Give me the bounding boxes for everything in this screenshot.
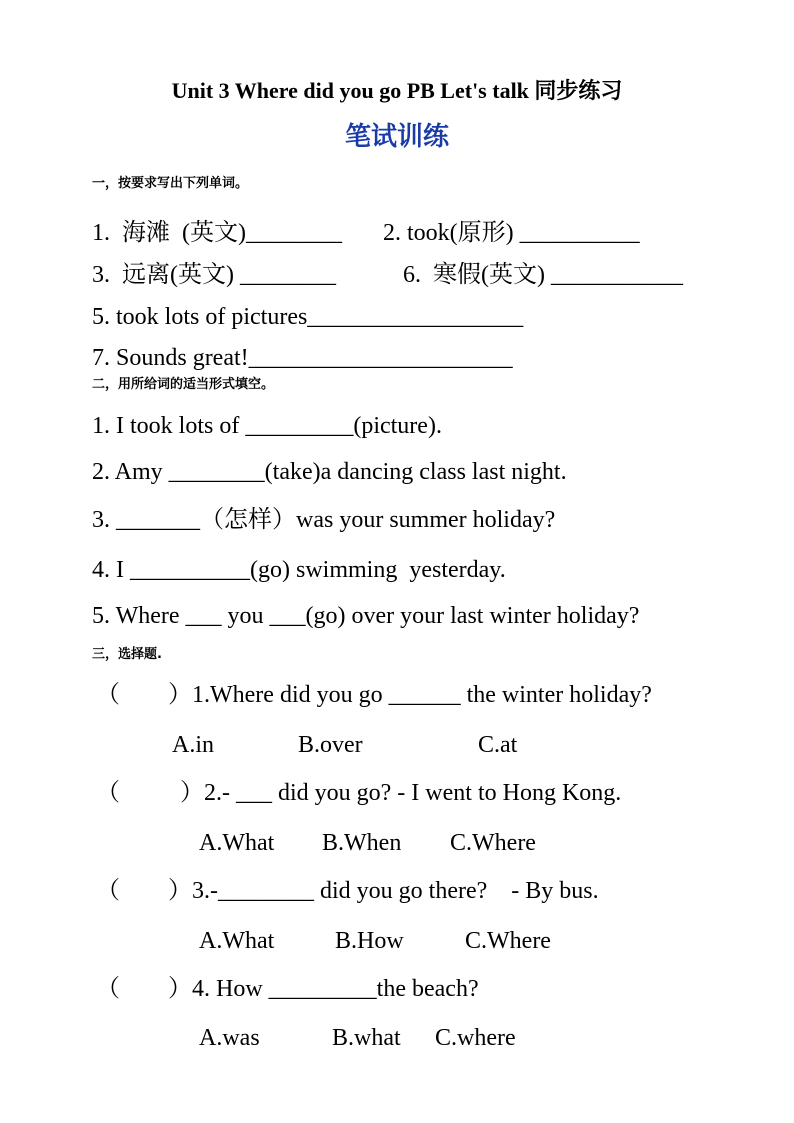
exercise-item: 2. Amy ________(take)a dancing class last night.: [92, 459, 567, 485]
exercise-item: 4. I __________(go) swimming yesterday.: [92, 557, 506, 583]
section-heading-3: 三，选择题.: [92, 647, 162, 662]
option-b: B.When: [322, 830, 402, 856]
section-heading-1: 一，按要求写出下列单词。: [92, 176, 249, 191]
exercise-item: 1. 海滩 (英文)________: [92, 220, 342, 246]
question-stem: （ ）1.Where did you go ______ the winter holiday?: [96, 682, 652, 708]
question-stem: （ ）4. How _________the beach?: [96, 976, 479, 1002]
question-stem: （ ）2.- ___ did you go? - I went to Hong Kong.: [96, 780, 622, 806]
option-b: B.over: [298, 732, 363, 758]
exercise-item: 3. 远离(英文) ________: [92, 262, 336, 288]
exercise-item: 7. Sounds great!______________________: [92, 345, 513, 371]
page-subtitle: 笔试训练: [344, 122, 449, 152]
section-heading-2: 二，用所给词的适当形式填空。: [92, 377, 275, 392]
option-b: B.How: [335, 928, 404, 954]
option-c: C.at: [478, 732, 518, 758]
page-title: Unit 3 Where did you go PB Let's talk 同步练习: [171, 78, 623, 103]
option-b: B.what: [332, 1025, 401, 1051]
option-a: A.was: [199, 1025, 260, 1051]
exercise-item: 5. Where ___ you ___(go) over your last winter holiday?: [92, 603, 640, 629]
question-stem: （ ）3.-________ did you go there? - By bus.: [96, 878, 599, 904]
exercise-item: 2. took(原形) __________: [383, 220, 640, 246]
option-a: A.What: [199, 830, 275, 856]
option-a: A.in: [172, 732, 214, 758]
option-c: C.Where: [450, 830, 536, 856]
exercise-item: 1. I took lots of _________(picture).: [92, 413, 442, 439]
exercise-item: 5. took lots of pictures__________________: [92, 304, 524, 330]
exercise-item: 3. _______（怎样）was your summer holiday?: [92, 507, 556, 533]
option-a: A.What: [199, 928, 275, 954]
option-c: C.where: [435, 1025, 516, 1051]
option-c: C.Where: [465, 928, 551, 954]
exercise-item: 6. 寒假(英文) ___________: [403, 262, 683, 288]
